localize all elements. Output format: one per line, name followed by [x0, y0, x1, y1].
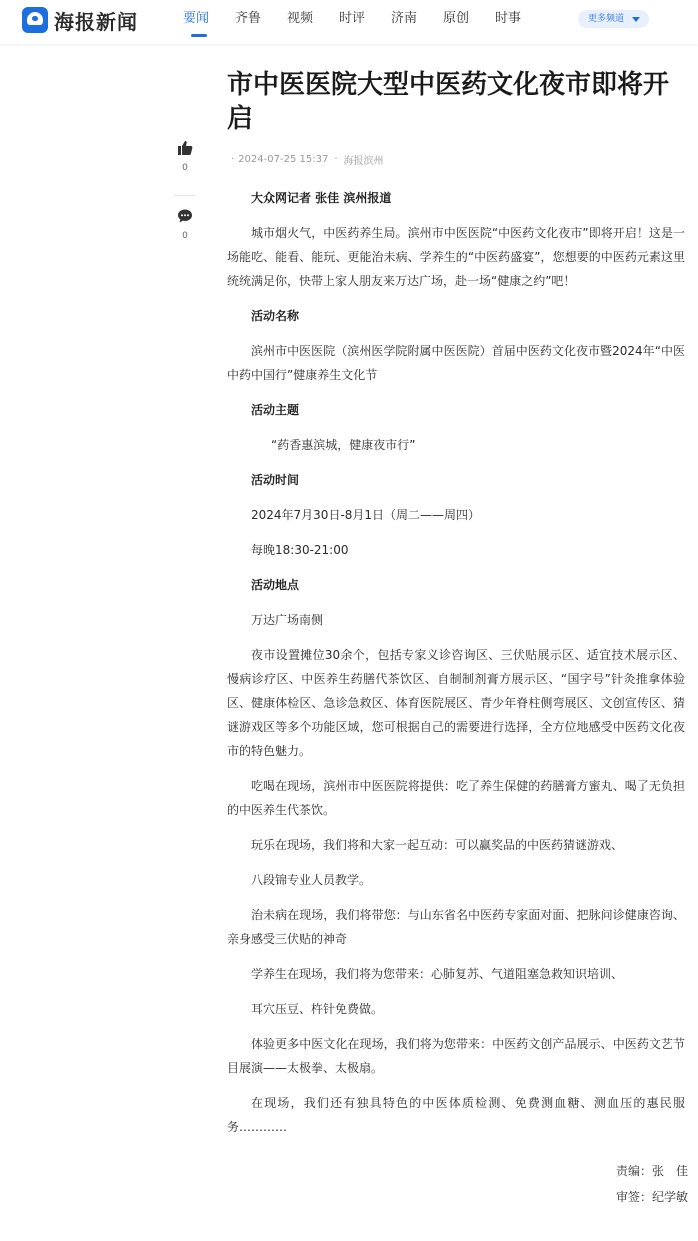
more-channels-button[interactable]: [578, 10, 649, 28]
nav-item-original[interactable]: 原创: [442, 11, 469, 26]
comment-button[interactable]: [170, 208, 200, 241]
meta-separator: ·: [334, 153, 338, 165]
logo-icon: [22, 7, 48, 33]
editor-credits: [568, 1158, 688, 1210]
article-meta: [227, 152, 685, 166]
paragraph: 吃喝在现场，滨州市中医医院将提供：吃了养生保健的药膳膏方蜜丸、喝了无负担的中医养生代茶饮。: [227, 779, 685, 817]
section-heading: 活动名称: [251, 309, 300, 323]
paragraph: 治未病在现场，我们将带您：与山东省名中医药专家面对面、把脉问诊健康咨询、亲身感受三伏贴的神奇: [227, 908, 685, 946]
article-title: 市中医医院大型中医药文化夜市即将开启: [227, 70, 670, 134]
nav-item-jinan[interactable]: 济南: [390, 11, 417, 26]
nav-item-qilu[interactable]: 齐鲁: [234, 11, 261, 26]
paragraph: 滨州市中医医院（滨州医学院附属中医医院）首届中医药文化夜市暨2024年“中医中药中国行”健康养生文化节: [227, 344, 685, 382]
paragraph: 在现场，我们还有独具特色的中医体质检测、免费测血糖、测血压的惠民服务…………: [227, 1096, 685, 1134]
main-nav: [170, 0, 534, 40]
paragraph: 八段锦专业人员教学。: [251, 873, 372, 887]
site-logo[interactable]: [22, 6, 138, 34]
section-heading: 活动地点: [251, 578, 300, 592]
nav-item-video[interactable]: 视频: [286, 11, 313, 26]
side-divider: [174, 195, 196, 196]
section-heading: 活动主题: [251, 403, 300, 417]
article-body: [227, 186, 685, 1150]
section-heading: 活动时间: [251, 473, 300, 487]
paragraph: 夜市设置摊位30余个，包括专家义诊咨询区、三伏贴展示区、适宜技术展示区、慢病诊疗区、中医养生药膳代茶饮区、自制制剂膏方展示区、“国字号”针灸推拿体验区、健康体检区、急诊急救区、体育医院展区、青少年脊柱侧弯展区、文创宣传区、猜谜游戏区等多个功能区域，您可根据自己的需要进行选择，全方位地感受中医药文化夜市的特色魅力。: [227, 648, 685, 758]
meta-dot: ·: [231, 153, 235, 165]
editor-line: 责编：张 佳: [615, 1164, 688, 1178]
paragraph: 2024年7月30日-8月1日（周二——周四）: [251, 508, 481, 522]
like-count: 0: [182, 163, 188, 173]
paragraph: 耳穴压豆、杵针免费做。: [251, 1002, 384, 1016]
paragraph: 体验更多中医文化在现场，我们将为您带来：中医药文创产品展示、中医药文艺节目展演——太极拳、太极扇。: [227, 1037, 685, 1075]
paragraph: 玩乐在现场，我们将和大家一起互动：可以赢奖品的中医药猜谜游戏、: [251, 838, 624, 852]
comment-count: 0: [182, 231, 188, 241]
byline: 大众网记者 张佳 滨州报道: [251, 191, 392, 205]
article-header: [227, 68, 685, 166]
nav-item-commentary[interactable]: 时评: [338, 11, 365, 26]
chevron-down-icon: [632, 17, 640, 22]
article-source[interactable]: 海报滨州: [343, 155, 384, 167]
reviewer-line: 审签：纪学敏: [615, 1190, 688, 1204]
top-bar: [0, 0, 698, 44]
paragraph: 学养生在现场，我们将为您带来：心肺复苏、气道阻塞急救知识培训、: [251, 967, 624, 981]
paragraph: 每晚18:30-21:00: [251, 543, 349, 557]
paragraph: 城市烟火气，中医药养生局。滨州市中医医院“中医药文化夜市”即将开启！这是一场能吃、能看、能玩、更能治未病、学养生的“中医药盛宴”，您想要的中医药元素这里统统满足你，快带上家人朋友来万达广场，赴一场“健康之约”吧！: [227, 226, 685, 288]
thumbs-up-icon: [177, 140, 193, 156]
logo-text: 海报新闻: [54, 9, 138, 34]
more-channels-label: 更多频道: [588, 14, 625, 24]
like-button[interactable]: [170, 140, 200, 173]
paragraph: 万达广场南侧: [251, 613, 324, 627]
nav-item-yaowen[interactable]: 要闻: [170, 0, 222, 40]
publish-date: 2024-07-25 15:37: [238, 153, 329, 165]
paragraph: “药香惠滨城，健康夜市行”: [271, 438, 416, 452]
comment-icon: [177, 208, 193, 224]
nav-item-current-affairs[interactable]: 时事: [494, 11, 521, 26]
